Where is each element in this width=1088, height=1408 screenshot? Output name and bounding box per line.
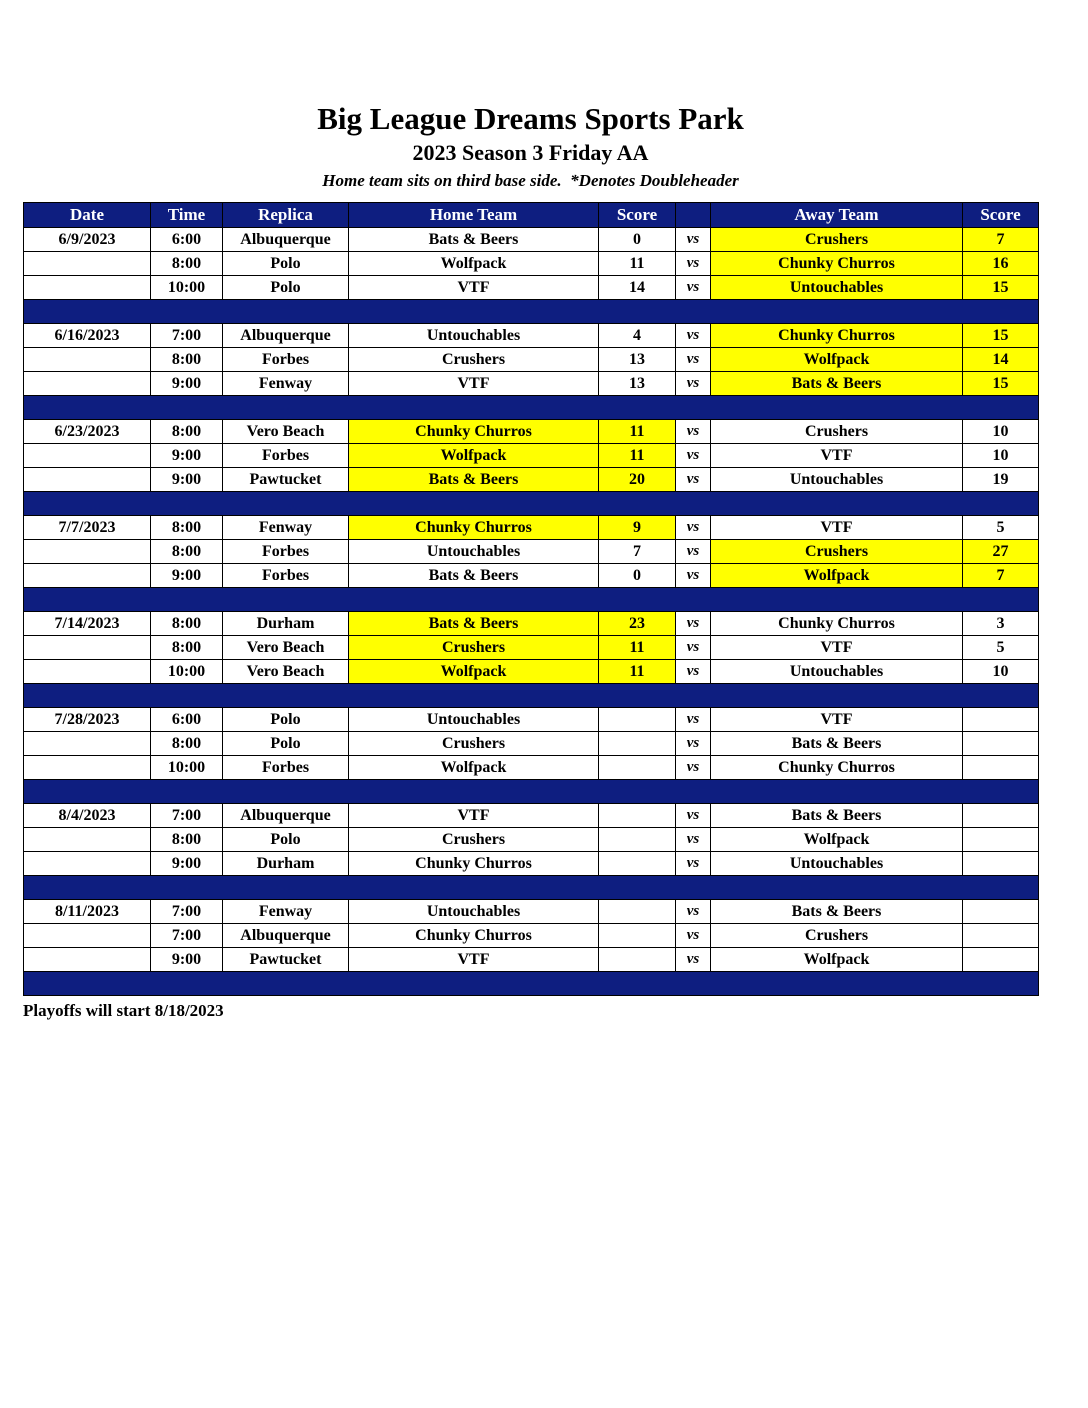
replica-cell: Albuquerque	[223, 228, 349, 252]
home-team-cell: VTF	[349, 804, 599, 828]
game-row	[24, 924, 1039, 948]
home-team-cell: Crushers	[349, 828, 599, 852]
home-score-cell	[599, 708, 676, 732]
home-score-cell: 7	[599, 540, 676, 564]
away-team-cell: Crushers	[711, 420, 963, 444]
time-cell: 9:00	[151, 468, 223, 492]
away-team-cell: Crushers	[711, 924, 963, 948]
header-score: Score	[963, 203, 1039, 228]
game-row	[24, 228, 1039, 252]
time-cell: 10:00	[151, 756, 223, 780]
game-row	[24, 372, 1039, 396]
vs-cell: vs	[676, 228, 711, 252]
time-cell: 9:00	[151, 444, 223, 468]
time-cell: 8:00	[151, 828, 223, 852]
game-row	[24, 564, 1039, 588]
away-team-cell: VTF	[711, 516, 963, 540]
home-team-cell: VTF	[349, 948, 599, 972]
home-team-cell: Crushers	[349, 732, 599, 756]
away-team-cell: Crushers	[711, 228, 963, 252]
game-row	[24, 516, 1039, 540]
spacer-cell	[24, 300, 1039, 324]
header-home-team: Home Team	[349, 203, 599, 228]
home-score-cell: 0	[599, 564, 676, 588]
away-team-cell: Chunky Churros	[711, 756, 963, 780]
away-score-cell	[963, 708, 1039, 732]
spacer-cell	[24, 876, 1039, 900]
home-team-cell: Chunky Churros	[349, 420, 599, 444]
vs-cell: vs	[676, 612, 711, 636]
home-score-cell: 11	[599, 660, 676, 684]
page-title: Big League Dreams Sports Park	[317, 101, 744, 136]
home-team-cell: Bats & Beers	[349, 612, 599, 636]
away-score-cell	[963, 948, 1039, 972]
replica-cell: Forbes	[223, 348, 349, 372]
page-content	[23, 0, 1038, 1021]
replica-cell: Pawtucket	[223, 948, 349, 972]
date-cell	[24, 276, 151, 300]
game-row	[24, 660, 1039, 684]
away-team-cell: Wolfpack	[711, 828, 963, 852]
date-cell: 6/23/2023	[24, 420, 151, 444]
game-row	[24, 900, 1039, 924]
header-date: Date	[24, 203, 151, 228]
home-score-cell: 11	[599, 420, 676, 444]
header-score: Score	[599, 203, 676, 228]
vs-cell: vs	[676, 900, 711, 924]
time-cell: 7:00	[151, 324, 223, 348]
away-team-cell: Bats & Beers	[711, 732, 963, 756]
spacer-cell	[24, 492, 1039, 516]
schedule-table	[23, 202, 1039, 996]
replica-cell: Polo	[223, 252, 349, 276]
date-cell: 6/9/2023	[24, 228, 151, 252]
away-score-cell	[963, 732, 1039, 756]
time-cell: 7:00	[151, 924, 223, 948]
date-cell	[24, 636, 151, 660]
date-cell	[24, 252, 151, 276]
vs-cell: vs	[676, 924, 711, 948]
spacer-row	[24, 396, 1039, 420]
home-score-cell	[599, 948, 676, 972]
game-row	[24, 468, 1039, 492]
vs-cell: vs	[676, 420, 711, 444]
spacer-row	[24, 780, 1039, 804]
replica-cell: Durham	[223, 852, 349, 876]
away-team-cell: Bats & Beers	[711, 372, 963, 396]
time-cell: 9:00	[151, 852, 223, 876]
time-cell: 7:00	[151, 900, 223, 924]
home-team-cell: VTF	[349, 276, 599, 300]
away-score-cell	[963, 924, 1039, 948]
time-cell: 9:00	[151, 372, 223, 396]
date-cell	[24, 924, 151, 948]
spacer-row	[24, 876, 1039, 900]
date-cell: 6/16/2023	[24, 324, 151, 348]
away-score-cell: 7	[963, 228, 1039, 252]
date-cell	[24, 468, 151, 492]
date-cell	[24, 852, 151, 876]
vs-cell: vs	[676, 708, 711, 732]
spacer-row	[24, 588, 1039, 612]
away-team-cell: Bats & Beers	[711, 900, 963, 924]
replica-cell: Vero Beach	[223, 636, 349, 660]
date-cell	[24, 756, 151, 780]
replica-cell: Vero Beach	[223, 660, 349, 684]
header-row	[24, 203, 1039, 228]
time-cell: 8:00	[151, 612, 223, 636]
away-score-cell: 19	[963, 468, 1039, 492]
spacer-row	[24, 972, 1039, 996]
home-score-cell: 11	[599, 444, 676, 468]
game-row	[24, 756, 1039, 780]
vs-cell: vs	[676, 732, 711, 756]
date-cell	[24, 372, 151, 396]
game-row	[24, 540, 1039, 564]
replica-cell: Forbes	[223, 564, 349, 588]
home-score-cell	[599, 852, 676, 876]
away-score-cell: 5	[963, 516, 1039, 540]
home-score-cell: 4	[599, 324, 676, 348]
time-cell: 6:00	[151, 708, 223, 732]
vs-cell: vs	[676, 324, 711, 348]
home-score-cell: 0	[599, 228, 676, 252]
home-team-note: Home team sits on third base side. *Denotes Doubleheader	[322, 171, 739, 190]
away-score-cell: 15	[963, 276, 1039, 300]
home-team-cell: Wolfpack	[349, 660, 599, 684]
playoffs-note: Playoffs will start 8/18/2023	[23, 1001, 224, 1020]
away-team-cell: Untouchables	[711, 852, 963, 876]
home-team-cell: Bats & Beers	[349, 228, 599, 252]
away-team-cell: Wolfpack	[711, 564, 963, 588]
game-row	[24, 708, 1039, 732]
vs-cell: vs	[676, 852, 711, 876]
time-cell: 8:00	[151, 516, 223, 540]
vs-cell: vs	[676, 468, 711, 492]
home-team-cell: Untouchables	[349, 708, 599, 732]
date-cell: 7/7/2023	[24, 516, 151, 540]
away-score-cell: 3	[963, 612, 1039, 636]
away-score-cell: 10	[963, 420, 1039, 444]
replica-cell: Polo	[223, 828, 349, 852]
game-row	[24, 276, 1039, 300]
home-team-cell: VTF	[349, 372, 599, 396]
away-team-cell: Untouchables	[711, 468, 963, 492]
spacer-cell	[24, 396, 1039, 420]
date-cell	[24, 540, 151, 564]
home-team-cell: Wolfpack	[349, 756, 599, 780]
away-team-cell: VTF	[711, 708, 963, 732]
home-team-cell: Wolfpack	[349, 444, 599, 468]
away-team-cell: Chunky Churros	[711, 252, 963, 276]
home-team-cell: Bats & Beers	[349, 468, 599, 492]
spacer-row	[24, 492, 1039, 516]
time-cell: 10:00	[151, 276, 223, 300]
away-team-cell: Crushers	[711, 540, 963, 564]
time-cell: 9:00	[151, 948, 223, 972]
time-cell: 8:00	[151, 252, 223, 276]
replica-cell: Durham	[223, 612, 349, 636]
date-cell	[24, 732, 151, 756]
away-score-cell	[963, 828, 1039, 852]
replica-cell: Polo	[223, 708, 349, 732]
replica-cell: Forbes	[223, 540, 349, 564]
away-score-cell: 15	[963, 372, 1039, 396]
time-cell: 8:00	[151, 420, 223, 444]
vs-cell: vs	[676, 444, 711, 468]
page-subtitle: 2023 Season 3 Friday AA	[412, 140, 649, 165]
home-team-cell: Untouchables	[349, 900, 599, 924]
home-team-cell: Crushers	[349, 348, 599, 372]
date-cell	[24, 444, 151, 468]
home-team-cell: Chunky Churros	[349, 924, 599, 948]
header-away-team: Away Team	[711, 203, 963, 228]
date-cell: 7/28/2023	[24, 708, 151, 732]
vs-cell: vs	[676, 348, 711, 372]
home-score-cell: 13	[599, 348, 676, 372]
game-row	[24, 804, 1039, 828]
spacer-cell	[24, 684, 1039, 708]
spacer-cell	[24, 972, 1039, 996]
date-cell	[24, 660, 151, 684]
replica-cell: Polo	[223, 732, 349, 756]
replica-cell: Fenway	[223, 900, 349, 924]
replica-cell: Vero Beach	[223, 420, 349, 444]
vs-cell: vs	[676, 660, 711, 684]
time-cell: 8:00	[151, 540, 223, 564]
header-vs	[676, 203, 711, 228]
away-score-cell	[963, 900, 1039, 924]
away-score-cell: 10	[963, 660, 1039, 684]
home-score-cell: 11	[599, 636, 676, 660]
away-score-cell: 7	[963, 564, 1039, 588]
spacer-cell	[24, 588, 1039, 612]
date-cell	[24, 948, 151, 972]
time-cell: 8:00	[151, 348, 223, 372]
game-row	[24, 828, 1039, 852]
away-score-cell: 10	[963, 444, 1039, 468]
away-team-cell: Bats & Beers	[711, 804, 963, 828]
away-team-cell: Chunky Churros	[711, 612, 963, 636]
replica-cell: Fenway	[223, 372, 349, 396]
away-team-cell: Wolfpack	[711, 348, 963, 372]
vs-cell: vs	[676, 828, 711, 852]
game-row	[24, 612, 1039, 636]
game-row	[24, 324, 1039, 348]
home-score-cell: 23	[599, 612, 676, 636]
vs-cell: vs	[676, 540, 711, 564]
time-cell: 6:00	[151, 228, 223, 252]
vs-cell: vs	[676, 372, 711, 396]
home-team-cell: Bats & Beers	[349, 564, 599, 588]
away-score-cell: 5	[963, 636, 1039, 660]
home-score-cell	[599, 804, 676, 828]
vs-cell: vs	[676, 756, 711, 780]
spacer-cell	[24, 780, 1039, 804]
home-score-cell: 14	[599, 276, 676, 300]
home-score-cell	[599, 924, 676, 948]
vs-cell: vs	[676, 564, 711, 588]
spacer-row	[24, 684, 1039, 708]
game-row	[24, 444, 1039, 468]
home-team-cell: Wolfpack	[349, 252, 599, 276]
vs-cell: vs	[676, 636, 711, 660]
date-cell: 8/4/2023	[24, 804, 151, 828]
game-row	[24, 852, 1039, 876]
vs-cell: vs	[676, 948, 711, 972]
replica-cell: Forbes	[223, 756, 349, 780]
time-cell: 7:00	[151, 804, 223, 828]
replica-cell: Pawtucket	[223, 468, 349, 492]
home-score-cell: 11	[599, 252, 676, 276]
away-score-cell: 16	[963, 252, 1039, 276]
game-row	[24, 420, 1039, 444]
date-cell	[24, 564, 151, 588]
date-cell: 7/14/2023	[24, 612, 151, 636]
time-cell: 8:00	[151, 732, 223, 756]
vs-cell: vs	[676, 252, 711, 276]
home-team-cell: Untouchables	[349, 324, 599, 348]
game-row	[24, 348, 1039, 372]
away-team-cell: VTF	[711, 444, 963, 468]
replica-cell: Albuquerque	[223, 924, 349, 948]
time-cell: 10:00	[151, 660, 223, 684]
date-cell: 8/11/2023	[24, 900, 151, 924]
home-score-cell	[599, 828, 676, 852]
header-replica: Replica	[223, 203, 349, 228]
home-score-cell: 20	[599, 468, 676, 492]
vs-cell: vs	[676, 516, 711, 540]
time-cell: 8:00	[151, 636, 223, 660]
home-team-cell: Chunky Churros	[349, 852, 599, 876]
replica-cell: Albuquerque	[223, 804, 349, 828]
replica-cell: Polo	[223, 276, 349, 300]
home-score-cell	[599, 900, 676, 924]
away-team-cell: Wolfpack	[711, 948, 963, 972]
replica-cell: Fenway	[223, 516, 349, 540]
away-score-cell: 27	[963, 540, 1039, 564]
game-row	[24, 252, 1039, 276]
home-score-cell	[599, 756, 676, 780]
home-score-cell: 9	[599, 516, 676, 540]
away-score-cell	[963, 852, 1039, 876]
home-score-cell: 13	[599, 372, 676, 396]
header-time: Time	[151, 203, 223, 228]
home-team-cell: Crushers	[349, 636, 599, 660]
replica-cell: Forbes	[223, 444, 349, 468]
home-team-cell: Chunky Churros	[349, 516, 599, 540]
time-cell: 9:00	[151, 564, 223, 588]
away-team-cell: Untouchables	[711, 276, 963, 300]
away-team-cell: VTF	[711, 636, 963, 660]
game-row	[24, 948, 1039, 972]
replica-cell: Albuquerque	[223, 324, 349, 348]
vs-cell: vs	[676, 804, 711, 828]
date-cell	[24, 828, 151, 852]
home-team-cell: Untouchables	[349, 540, 599, 564]
game-row	[24, 732, 1039, 756]
away-team-cell: Untouchables	[711, 660, 963, 684]
date-cell	[24, 348, 151, 372]
vs-cell: vs	[676, 276, 711, 300]
away-score-cell	[963, 804, 1039, 828]
away-score-cell: 14	[963, 348, 1039, 372]
away-team-cell: Chunky Churros	[711, 324, 963, 348]
home-score-cell	[599, 732, 676, 756]
away-score-cell: 15	[963, 324, 1039, 348]
spacer-row	[24, 300, 1039, 324]
away-score-cell	[963, 756, 1039, 780]
game-row	[24, 636, 1039, 660]
